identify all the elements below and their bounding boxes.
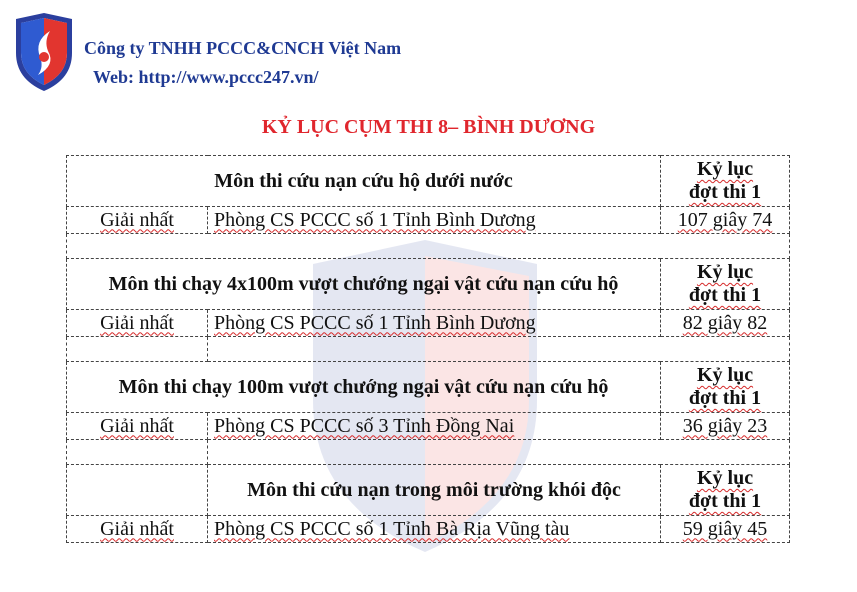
record-column-header [661, 259, 790, 310]
prize-cell [67, 207, 208, 234]
prize-text: Giải nhất [100, 517, 174, 540]
event-empty-cell [67, 465, 208, 516]
company-logo-shield-icon [14, 13, 74, 93]
record-text: 82 giây 82 [682, 311, 768, 334]
unit-cell [208, 413, 661, 440]
event-name [67, 156, 661, 207]
record-header-line1: Kỷ lục [696, 467, 754, 489]
event-name [208, 465, 661, 516]
prize-cell [67, 310, 208, 337]
prize-text: Giải nhất [100, 311, 174, 334]
unit-cell [208, 516, 661, 543]
page-title: KỶ LỤC CỤM THI 8– BÌNH DƯƠNG [261, 116, 596, 138]
event-name [67, 259, 661, 310]
event-name-text: Môn thi chạy 100m vượt chướng ngại vật cứu nạn cứu hộ [118, 375, 609, 398]
event-name-text: Môn thi cứu nạn trong môi trường khói độc [247, 478, 621, 501]
table-row [67, 516, 790, 543]
spacer-row [67, 234, 790, 259]
spacer-cell [67, 234, 790, 259]
unit-text: Phòng CS PCCC số 1 Tỉnh Bà Rịa Vũng tàu [214, 517, 570, 540]
record-header-line2: đợt thi 1 [688, 490, 762, 512]
unit-text: Phòng CS PCCC số 3 Tỉnh Đồng Nai [214, 414, 515, 437]
event-header-row [67, 156, 790, 207]
record-column-header [661, 156, 790, 207]
table-row [67, 207, 790, 234]
unit-cell [208, 207, 661, 234]
record-cell [661, 516, 790, 543]
company-website: Web: http://www.pccc247.vn/ [93, 67, 319, 87]
spacer-cell [208, 440, 790, 465]
spacer-cell [208, 337, 790, 362]
record-cell [661, 413, 790, 440]
prize-cell [67, 413, 208, 440]
event-name [67, 362, 661, 413]
record-cell [661, 310, 790, 337]
spacer-row [67, 337, 790, 362]
record-cell [661, 207, 790, 234]
event-name-text: Môn thi cứu nạn cứu hộ dưới nước [214, 169, 513, 192]
record-header-line2: đợt thi 1 [688, 284, 762, 306]
unit-cell [208, 310, 661, 337]
prize-text: Giải nhất [100, 208, 174, 231]
spacer-cell [67, 337, 208, 362]
record-header-line2: đợt thi 1 [688, 181, 762, 203]
record-header-line1: Kỷ lục [696, 261, 754, 283]
record-text: 107 giây 74 [677, 208, 773, 231]
event-header-row [67, 259, 790, 310]
record-column-header [661, 362, 790, 413]
record-header-line1: Kỷ lục [696, 364, 754, 386]
prize-cell [67, 516, 208, 543]
unit-text: Phòng CS PCCC số 1 Tỉnh Bình Dương [214, 208, 536, 231]
prize-text: Giải nhất [100, 414, 174, 437]
spacer-cell [67, 440, 208, 465]
record-header-line1: Kỷ lục [696, 158, 754, 180]
event-name-text: Môn thi chạy 4x100m vượt chướng ngại vật cứu nạn cứu hộ [108, 272, 619, 295]
spacer-row [67, 440, 790, 465]
table-row [67, 413, 790, 440]
event-header-row [67, 362, 790, 413]
company-name: Công ty TNHH PCCC&CNCH Việt Nam [84, 38, 402, 58]
record-text: 59 giây 45 [682, 517, 768, 540]
record-header-line2: đợt thi 1 [688, 387, 762, 409]
table-row [67, 310, 790, 337]
unit-text: Phòng CS PCCC số 1 Tỉnh Bình Dương [214, 311, 536, 334]
records-table [66, 155, 790, 543]
record-column-header [661, 465, 790, 516]
event-header-row [67, 465, 790, 516]
record-text: 36 giây 23 [682, 414, 768, 437]
